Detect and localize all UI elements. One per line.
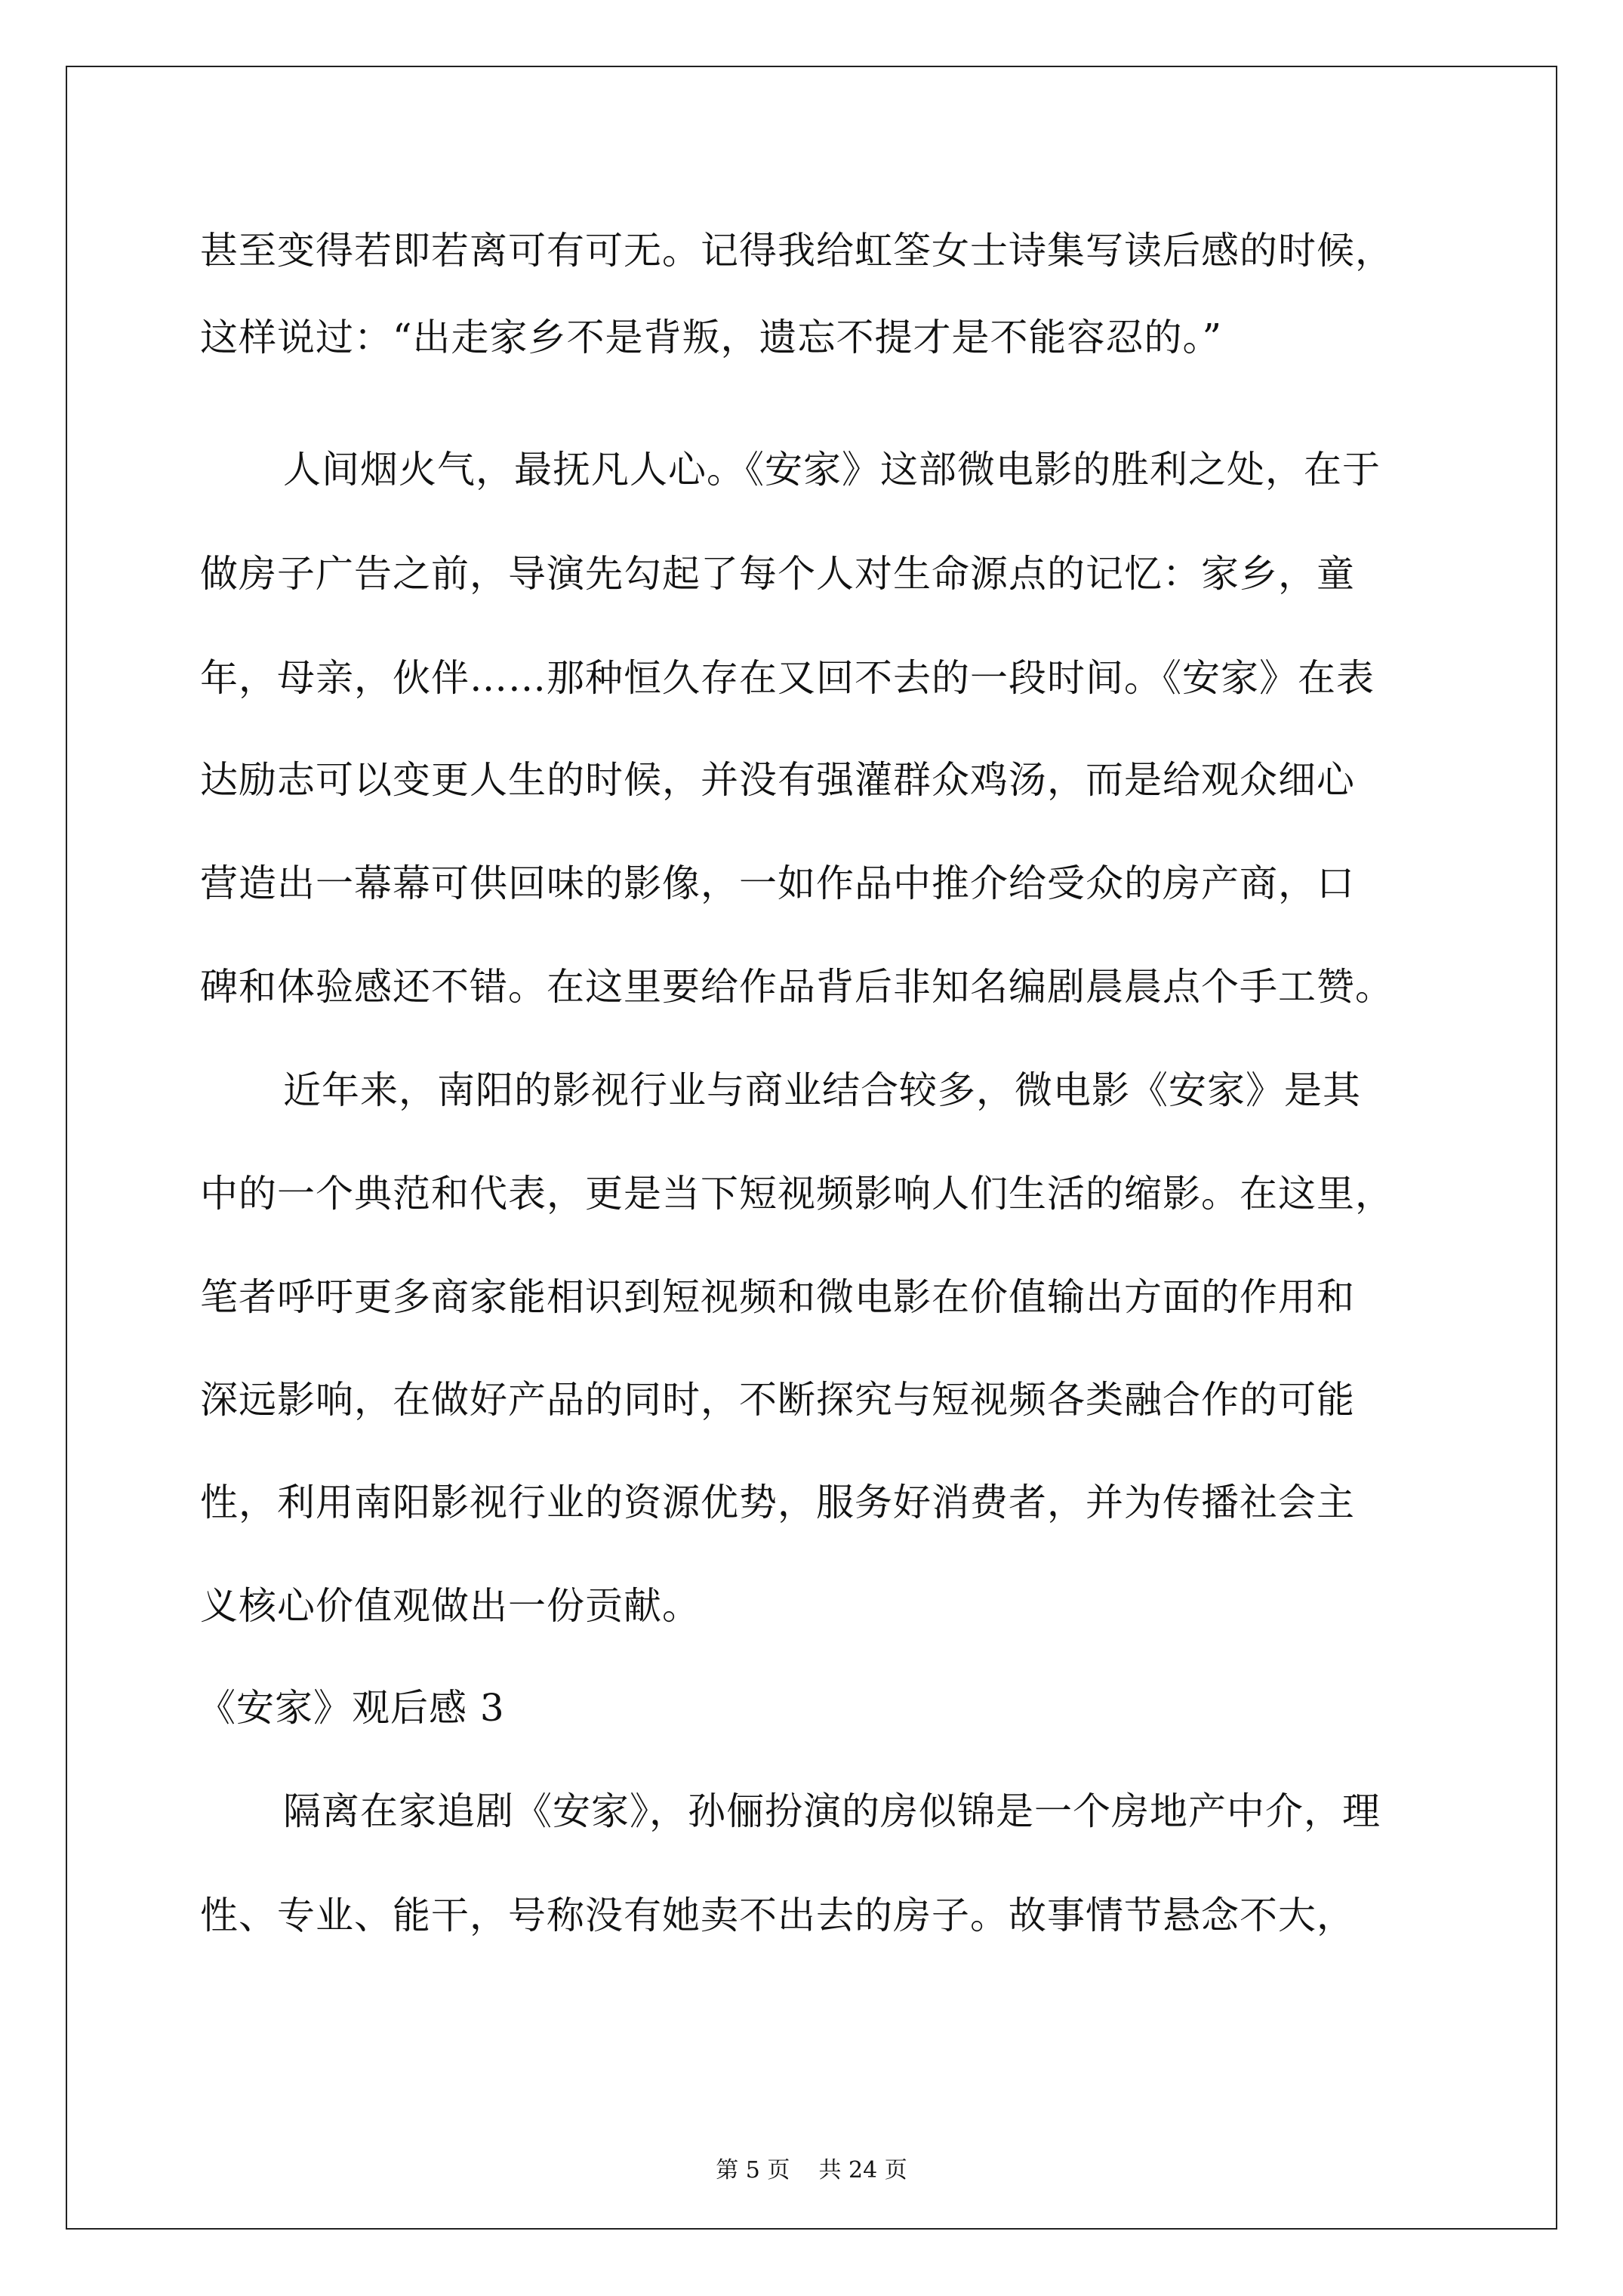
page-footer: 第 5 页 共 24 页 <box>716 2157 907 2184</box>
text-line: 甚至变得若即若离可有可无。记得我给虹筌女士诗集写读后感的时候， <box>200 229 1394 273</box>
text-line: 性、专业、能干，号称没有她卖不出去的房子。故事情节悬念不大， <box>200 1894 1355 1937</box>
text-line: 碑和体验感还不错。在这里要给作品背后非知名编剧晨晨点个手工赞。 <box>200 965 1394 1009</box>
text-line: 营造出一幕幕可供回味的影像，一如作品中推介给受众的房产商，口 <box>200 861 1355 905</box>
text-line: 笔者呼吁更多商家能相识到短视频和微电影在价值输出方面的作用和 <box>200 1275 1355 1319</box>
text-line: 这样说过：“出走家乡不是背叛，遗忘不提才是不能容忍的。” <box>200 316 1223 359</box>
section-heading: 《安家》观后感 3 <box>198 1686 505 1730</box>
text-line: 性，利用南阳影视行业的资源优势，服务好消费者，并为传播社会主 <box>200 1481 1355 1524</box>
text-line: 年，母亲，伙伴……那种恒久存在又回不去的一段时间。《安家》在表 <box>200 656 1375 700</box>
text-line: 深远影响，在做好产品的同时，不断探究与短视频各类融合作的可能 <box>200 1378 1355 1422</box>
text-line: 做房子广告之前，导演先勾起了每个人对生命源点的记忆：家乡，童 <box>200 552 1355 596</box>
paragraph-first-line: 人间烟火气，最抚凡人心。《安家》这部微电影的胜利之处，在于 <box>283 448 1381 492</box>
text-line: 达励志可以变更人生的时候，并没有强灌群众鸡汤，而是给观众细心 <box>200 758 1355 802</box>
text-line: 义核心价值观做出一份贡献。 <box>200 1584 701 1628</box>
paragraph-first-line: 近年来，南阳的影视行业与商业结合较多，微电影《安家》是其 <box>283 1068 1361 1112</box>
text-line: 中的一个典范和代表，更是当下短视频影响人们生活的缩影。在这里， <box>200 1172 1394 1216</box>
paragraph-first-line: 隔离在家追剧《安家》，孙俪扮演的房似锦是一个房地产中介，理 <box>283 1789 1381 1833</box>
